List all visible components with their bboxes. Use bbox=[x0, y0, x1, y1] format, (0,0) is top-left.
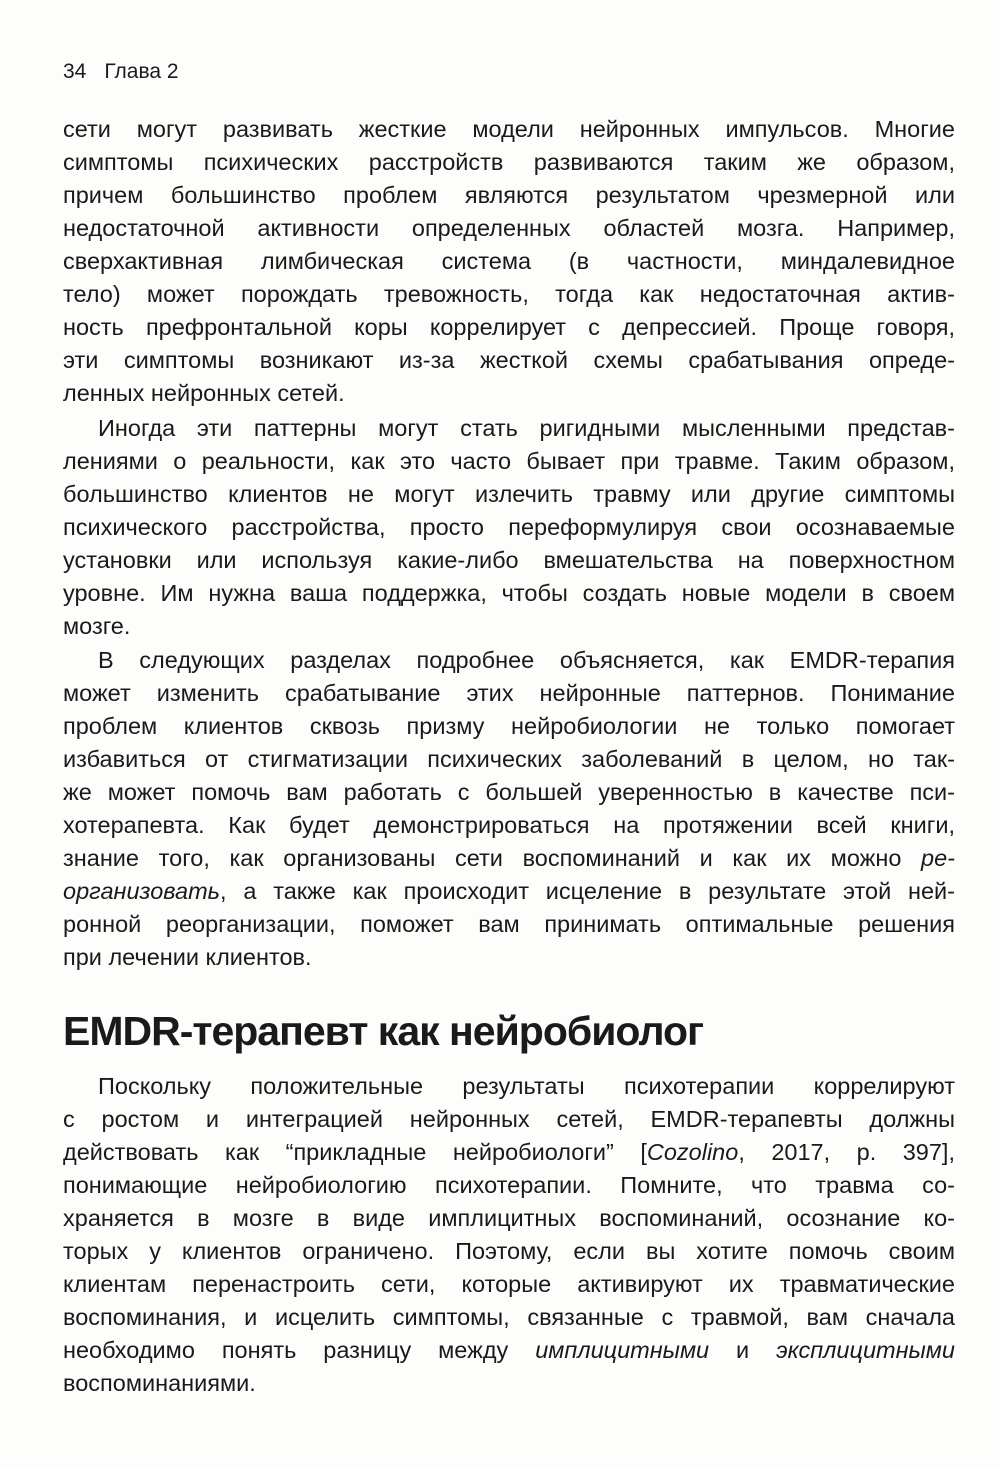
text-segment: Иногда эти паттерны могут стать ригидными мысленными представ- bbox=[98, 415, 955, 441]
text-segment: ленных нейронных сетей. bbox=[63, 380, 345, 406]
text-line bbox=[63, 344, 955, 377]
italic-text: организовать bbox=[63, 878, 221, 904]
text-line bbox=[63, 445, 955, 478]
text-segment: избавиться от стигматизации психических заболеваний в целом, но так- bbox=[63, 746, 955, 772]
paragraph bbox=[63, 644, 955, 974]
text-segment: же может помочь вам работать с большей уверенностью в качестве пси- bbox=[63, 779, 955, 805]
text-line bbox=[63, 412, 955, 445]
text-line bbox=[63, 1334, 955, 1367]
text-segment: с ростом и интеграцией нейронных сетей, EMDR-терапевты должны bbox=[63, 1106, 955, 1132]
text-line bbox=[63, 809, 955, 842]
italic-text: эксплицитными bbox=[776, 1337, 955, 1363]
text-segment: хотерапевта. Как будет демонстрироваться на протяжении всей книги, bbox=[63, 812, 955, 838]
text-segment: причем большинство проблем являются результатом чрезмерной или bbox=[63, 182, 955, 208]
text-segment: воспоминания, и исцелить симптомы, связанные с травмой, вам сначала bbox=[63, 1304, 955, 1330]
text-line bbox=[63, 710, 955, 743]
text-segment: уровне. Им нужна ваша поддержка, чтобы создать новые модели в своем bbox=[63, 580, 955, 606]
text-segment: В следующих разделах подробнее объясняется, как EMDR-терапия bbox=[98, 647, 955, 673]
text-segment: воспоминаниями. bbox=[63, 1370, 256, 1396]
section-heading: EMDR-терапевт как нейробиолог bbox=[63, 1008, 704, 1054]
text-line bbox=[63, 278, 955, 311]
text-line bbox=[63, 544, 955, 577]
text-segment: тело) может порождать тревожность, тогда как недостаточная актив- bbox=[63, 281, 955, 307]
text-line bbox=[63, 1202, 955, 1235]
text-line bbox=[63, 245, 955, 278]
paragraph bbox=[63, 113, 955, 410]
text-segment: храняется в мозге в виде имплицитных воспоминаний, осознание ко- bbox=[63, 1205, 955, 1231]
text-segment: понимающие нейробиологию психотерапии. Помните, что травма со- bbox=[63, 1172, 955, 1198]
text-segment: установки или используя какие-либо вмешательства на поверхностном bbox=[63, 547, 955, 573]
text-line bbox=[63, 842, 955, 875]
text-segment: действовать как “прикладные нейробиологи” [ bbox=[63, 1139, 647, 1165]
text-line bbox=[63, 1136, 955, 1169]
italic-text: имплицитными bbox=[535, 1337, 710, 1363]
italic-text: Cozolino bbox=[646, 1139, 739, 1165]
chapter-label: Глава 2 bbox=[104, 60, 179, 83]
text-segment: лениями о реальности, как это часто бывает при травме. Таким образом, bbox=[63, 448, 955, 474]
text-segment: Поскольку положительные результаты психотерапии коррелируют bbox=[98, 1073, 955, 1099]
text-line bbox=[63, 875, 955, 908]
text-line bbox=[63, 311, 955, 344]
text-line bbox=[63, 113, 955, 146]
text-segment: ность префронтальной коры коррелирует с депрессией. Проще говоря, bbox=[63, 314, 955, 340]
text-segment: , а также как происходит исцеление в результате этой ней- bbox=[220, 878, 955, 904]
text-line bbox=[63, 776, 955, 809]
text-line bbox=[63, 1169, 955, 1202]
text-segment: может изменить срабатывание этих нейронные паттернов. Понимание bbox=[63, 680, 955, 706]
text-line bbox=[63, 941, 955, 974]
text-segment: сверхактивная лимбическая система (в частности, миндалевидное bbox=[63, 248, 955, 274]
text-line bbox=[63, 511, 955, 544]
text-line bbox=[63, 1268, 955, 1301]
text-line bbox=[63, 577, 955, 610]
text-line bbox=[63, 644, 955, 677]
text-line bbox=[63, 377, 955, 410]
text-line bbox=[63, 478, 955, 511]
text-segment: клиентам перенастроить сети, которые активируют их травматические bbox=[63, 1271, 955, 1297]
text-segment: недостаточной активности определенных областей мозга. Например, bbox=[63, 215, 955, 241]
text-segment: сети могут развивать жесткие модели нейронных импульсов. Многие bbox=[63, 116, 955, 142]
paragraph bbox=[63, 1070, 955, 1400]
text-segment: психического расстройства, просто переформулируя свои осознаваемые bbox=[63, 514, 955, 540]
text-line bbox=[63, 212, 955, 245]
text-segment: торых у клиентов ограничено. Поэтому, если вы хотите помочь своим bbox=[63, 1238, 955, 1264]
text-segment: проблем клиентов сквозь призму нейробиологии не только помогает bbox=[63, 713, 955, 739]
text-segment: ронной реорганизации, поможет вам принимать оптимальные решения bbox=[63, 911, 955, 937]
text-segment: и bbox=[709, 1337, 777, 1363]
page-number: 34 bbox=[63, 60, 87, 83]
text-segment: необходимо понять разницу между bbox=[63, 1337, 536, 1363]
text-segment: симптомы психических расстройств развиваются таким же образом, bbox=[63, 149, 955, 175]
italic-text: ре- bbox=[921, 845, 955, 871]
text-line bbox=[63, 743, 955, 776]
text-line bbox=[63, 908, 955, 941]
text-segment: мозге. bbox=[63, 613, 131, 639]
text-line bbox=[63, 1103, 955, 1136]
text-line bbox=[63, 677, 955, 710]
text-line bbox=[63, 610, 955, 643]
text-segment: , 2017, p. 397], bbox=[738, 1139, 955, 1165]
text-line bbox=[63, 146, 955, 179]
text-line bbox=[63, 1301, 955, 1334]
text-segment: при лечении клиентов. bbox=[63, 944, 312, 970]
paragraph bbox=[63, 412, 955, 643]
text-segment: знание того, как организованы сети воспоминаний и как их можно bbox=[63, 845, 922, 871]
running-header bbox=[63, 60, 197, 84]
text-line bbox=[63, 1070, 955, 1103]
text-segment: большинство клиентов не могут излечить травму или другие симптомы bbox=[63, 481, 955, 507]
text-line bbox=[63, 1235, 955, 1268]
text-line bbox=[63, 1367, 955, 1400]
text-line bbox=[63, 179, 955, 212]
text-segment: эти симптомы возникают из-за жесткой схемы срабатывания опреде- bbox=[63, 347, 955, 373]
